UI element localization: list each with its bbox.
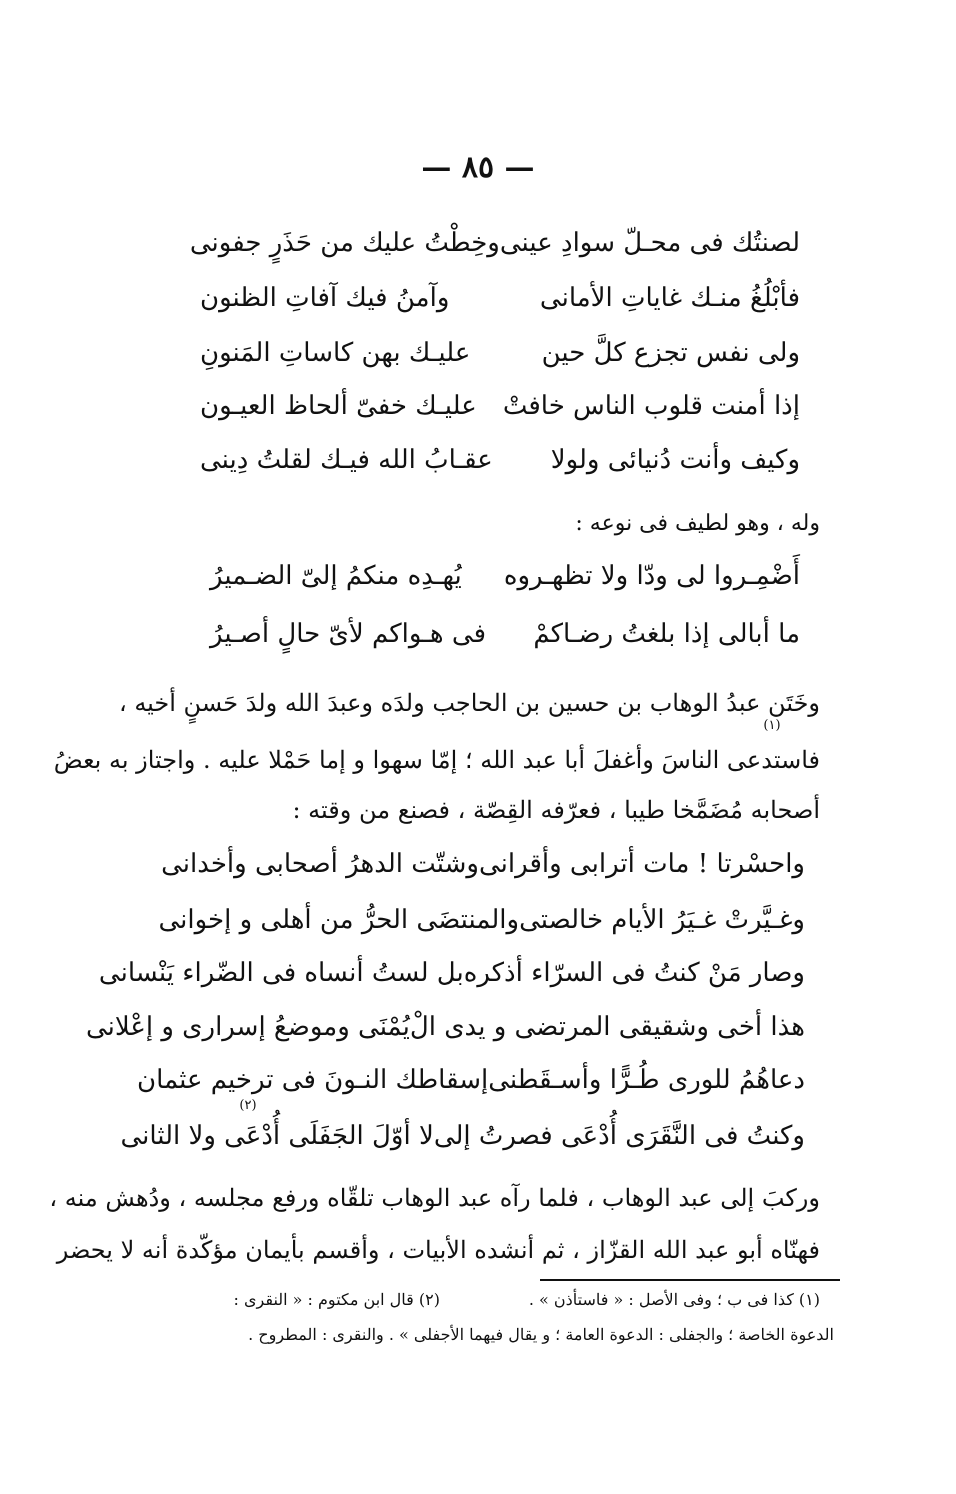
hemistich-right: ما أبالى إذا بلغتُ رضـاكمْ xyxy=(533,619,800,649)
poem1-verse-1 xyxy=(189,215,800,271)
poem1-verse-4 xyxy=(200,378,800,434)
hemistich-left: عقـابُ الله فيـك لقلتُ دِينى xyxy=(200,445,493,475)
prose2-line-1: وركبَ إلى عبد الوهاب ، فلما رآه عبد الوهاب تلقّاه ورفع مجلسه ، ودُهش منه ، xyxy=(49,1184,820,1212)
poem3-verse-2 xyxy=(158,892,805,948)
prose1-line-3: أصحابه مُضَمَّخا طيبا ، فعرّفه القِصّة ، فصنع من وقته : xyxy=(292,796,820,824)
hemistich-left: يُمْنَى وموضعُ إسرارى و إعْلانى xyxy=(85,1012,410,1042)
hemistich-left: وآمنُ فيك آفاتِ الظنون xyxy=(200,283,450,313)
hemistich-right: وغـيَّرتْ غـيَرُ الأيام خالصتى xyxy=(519,905,805,935)
poem3-verse-5 xyxy=(137,1052,805,1108)
poem2-verse-2 xyxy=(210,606,800,662)
hemistich-left: يُهـدِه منكمُ إلىّ الضـميرُ xyxy=(210,561,462,591)
hemistich-left: عليـك خفىّ ألحاظ العيـون xyxy=(200,391,477,421)
prose1-line-2: فاستدعى الناسَ وأغفلَ أبا عبد الله ؛ إمّا سهوا و إما حَمْلا عليه . واجتاز به بعضُ xyxy=(53,746,820,774)
hemistich-left: وخِطْتُ عليك من حَذَرٍ جفونى xyxy=(189,228,500,258)
hemistich-left: بل لستُ أنساه فى الضّراء يَنْسانى xyxy=(98,958,464,988)
footnote-marker-1: (١) xyxy=(763,718,781,733)
poem3-verse-6 xyxy=(120,1108,805,1164)
footnote-2-start: (٢) قال ابن مكتوم : « النقرى : xyxy=(233,1290,440,1309)
hemistich-left: وشتّت الدهرُ أصحابى وأخدانى xyxy=(161,849,479,879)
prose1-line-1: وخَتَن عبدُ الوهاب بن حسين بن الحاجب ولدَه وعبدَ الله ولدَ حَسنٍ أخيه ، xyxy=(118,689,820,717)
hemistich-left: عليـك بهن كاساتِ المَنونِ xyxy=(200,338,471,368)
hemistich-right: هذا أخى وشقيقى المرتضى و يدى الْ xyxy=(409,1012,805,1042)
hemistich-right: وكنتُ فى النَّقَرَى أُدْعَى فصرتُ إلى xyxy=(433,1121,805,1151)
page-number: — ٨٥ — xyxy=(421,150,535,185)
footnote-1: (١) كذا فى ب ؛ وفى الأصل : « فاستأذن » . xyxy=(528,1290,820,1309)
hemistich-right: ولى نفس تجزع كلَّ حين xyxy=(541,338,800,368)
footnote-marker-2: (٢) xyxy=(239,1098,257,1113)
hemistich-left: لا أوّلَ الجَفَلَى أُدْعَى ولا الثانى xyxy=(120,1121,434,1151)
poem1-verse-3 xyxy=(200,325,800,381)
poem2-verse-1 xyxy=(210,548,800,604)
prose2-line-2: فهنّاه أبو عبد الله القزّاز ، ثم أنشده الأبيات ، وأقسم بأيمان مؤكّدة أنه لا يحضر xyxy=(56,1236,820,1264)
poem1-verse-2 xyxy=(200,270,800,326)
hemistich-right: دعاهُمُ للورى طُـرًّا وأسـقَطنى xyxy=(488,1065,805,1095)
poem3-verse-1 xyxy=(161,836,805,892)
hemistich-right: إذا أمنت قلوب الناس خافتْ xyxy=(502,391,800,421)
hemistich-left: فى هـواكم لأىّ حالٍ أصـيرُ xyxy=(210,619,486,649)
hemistich-right: لصنتُك فى محـلّ سوادِ عينى xyxy=(499,228,800,258)
footnote-separator xyxy=(540,1279,840,1281)
poem1-verse-5 xyxy=(200,432,800,488)
hemistich-left: والمنتضَى الحرُّ من أهلى و إخوانى xyxy=(158,905,520,935)
hemistich-right: وصار مَنْ كنتُ فى السرّاء أذكره xyxy=(463,958,805,988)
footnote-2-continuation: الدعوة الخاصة ؛ والجفلى : الدعوة العامة ؛ و يقال فيهما الأجفلى » . والنقرى : المطروح . xyxy=(248,1325,834,1344)
hemistich-right: أَضْمِـروا لى ودّا ولا تظهـروه xyxy=(503,561,800,591)
poem3-verse-3 xyxy=(98,945,805,1001)
hemistich-right: وكيف وأنت دُنيائى ولولا xyxy=(550,445,800,475)
poem2-intro: وله ، وهو لطيف فى نوعه : xyxy=(575,511,820,536)
hemistich-right: واحسْرتا ! مات أترابى وأقرانى xyxy=(478,849,805,879)
poem3-verse-4 xyxy=(85,999,805,1055)
hemistich-right: فأبْلُغُ منـك غاياتِ الأمانى xyxy=(539,283,800,313)
hemistich-left: إسقاطك النـونَ فى ترخيم عثمان xyxy=(137,1065,489,1095)
